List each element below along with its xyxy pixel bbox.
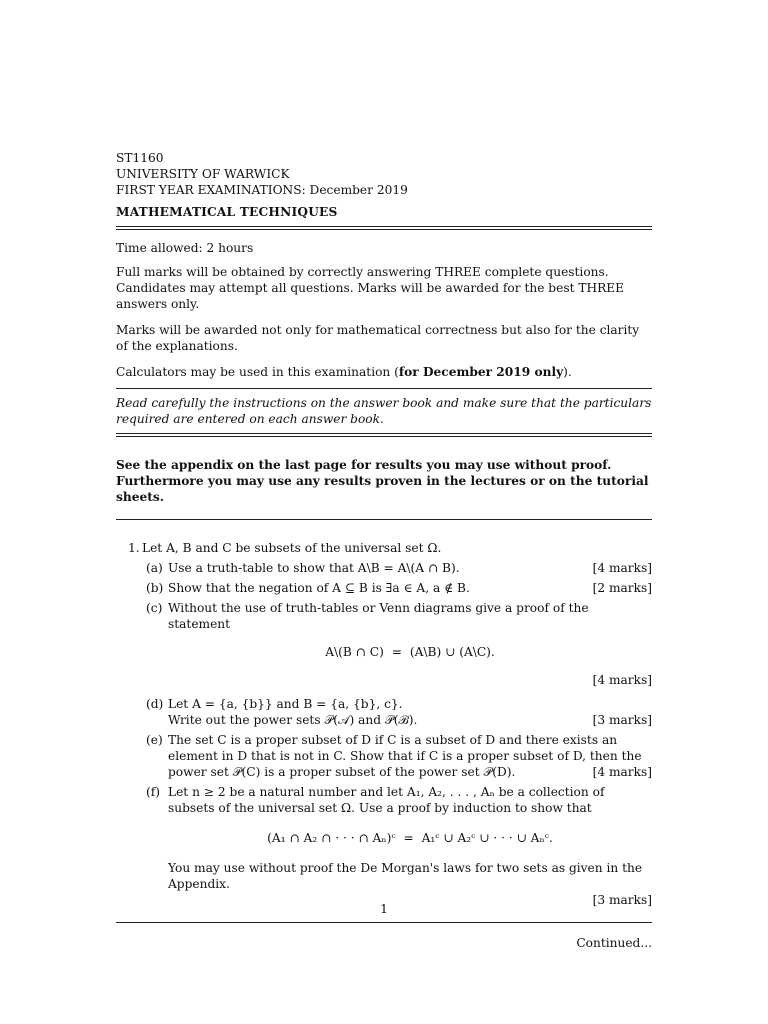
clarity-text: Marks will be awarded not only for mathematical correctness but also for the clarity of the explanations. (116, 323, 640, 353)
exam-session: FIRST YEAR EXAMINATIONS: December 2019 (116, 183, 408, 197)
part-label: (e) (146, 733, 163, 747)
continued-text: Continued... (576, 936, 652, 950)
time-allowed: Time allowed: 2 hours (116, 241, 254, 255)
part-note: You may use without proof the De Morgan's laws for two sets as given in the Appendix. (168, 861, 643, 891)
part-text: Let n ≥ 2 be a natural number and let A₁, A₂, . . . , Aₙ be a collection of subsets of the universal set Ω. Use a proof by induction to show that (168, 785, 605, 815)
equals-sign: = (391, 645, 402, 659)
double-rule (116, 433, 652, 437)
part-c (142, 600, 652, 688)
display-equation (168, 644, 652, 660)
part-d (142, 696, 652, 728)
answer-book-notice: Read carefully the instructions on the answer book and make sure that the particulars required are entered on each answer book. (116, 396, 652, 426)
part-text: Without the use of truth-tables or Venn diagrams give a proof of the statement (168, 601, 589, 631)
part-text: Show that the negation of A ⊆ B is ∃a ∈ A, a ∉ B. (168, 581, 470, 595)
rule (116, 519, 652, 520)
part-a (142, 560, 652, 576)
part-text: The set C is a proper subset of D if C is a subset of D and there exists an element in D that is not in C. Show that if C is a proper subset of D, then the power set 𝒫(C) is a proper subset of the power set 𝒫(D). (168, 733, 642, 779)
question-number: 1. (128, 541, 140, 555)
part-b (142, 580, 652, 596)
marks: [4 marks] (592, 673, 652, 687)
exam-title: MATHEMATICAL TECHNIQUES (116, 205, 338, 219)
marks: [2 marks] (592, 581, 652, 595)
part-label: (b) (146, 581, 164, 595)
calculators-bold: for December 2019 only (398, 365, 564, 379)
part-e (142, 732, 652, 780)
full-marks-text: Full marks will be obtained by correctly answering THREE complete questions. Candidates may attempt all questions. Marks will be awarded for the best THREE answers only. (116, 265, 625, 311)
part-label: (c) (146, 601, 163, 615)
part-text: Let A = {a, {b}} and B = {a, {b}, c}. (168, 697, 403, 711)
exam-page (116, 150, 652, 955)
rule (116, 922, 652, 923)
part-f (142, 784, 652, 908)
rule (116, 388, 652, 389)
marks: [4 marks] (592, 561, 652, 575)
part-label: (f) (146, 785, 161, 799)
double-rule (116, 226, 652, 230)
part-label: (a) (146, 561, 163, 575)
equation-rhs: A₁ᶜ ∪ A₂ᶜ ∪ · · · ∪ Aₙᶜ. (421, 831, 553, 845)
equation-lhs: A\(B ∩ C) (325, 645, 384, 659)
part-label: (d) (146, 697, 164, 711)
calculators-pre: Calculators may be used in this examination ( (116, 365, 399, 379)
part-text: Use a truth-table to show that A\B = A\(A ∩ B). (168, 561, 460, 575)
appendix-notice: See the appendix on the last page for results you may use without proof. Furthermore you may use any results proven in the lectures or on the tutorial sheets. (116, 458, 649, 504)
page-number: 1 (380, 902, 388, 916)
marks: [3 marks] (592, 893, 652, 907)
question-1 (116, 540, 652, 908)
display-equation (168, 830, 652, 846)
marks: [3 marks] (592, 713, 652, 727)
question-intro: Let A, B and C be subsets of the universal set Ω. (142, 541, 442, 555)
part-text-2: Write out the power sets 𝒫(𝒜) and 𝒫(ℬ). (168, 713, 418, 727)
calculators-text (116, 364, 652, 380)
marks: [4 marks] (592, 765, 652, 779)
equation-rhs: (A\B) ∪ (A\C). (409, 645, 495, 659)
course-code: ST1160 (116, 151, 164, 165)
equation-lhs: (A₁ ∩ A₂ ∩ · · · ∩ Aₙ)ᶜ (267, 831, 396, 845)
university-name: UNIVERSITY OF WARWICK (116, 167, 290, 181)
calculators-post: ). (563, 365, 572, 379)
equals-sign: = (403, 831, 414, 845)
